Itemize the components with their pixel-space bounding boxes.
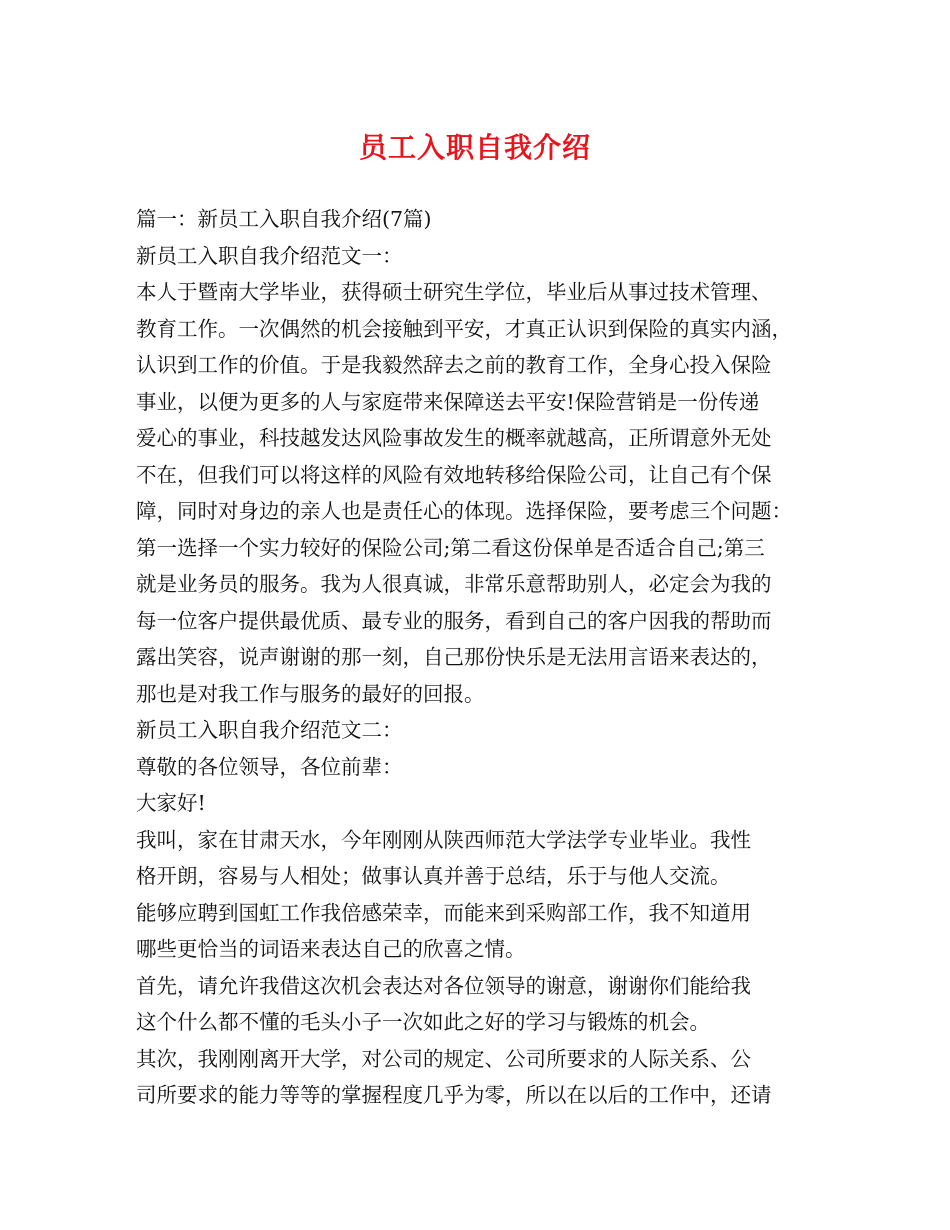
text-line: 尊敬的各位领导，各位前辈： (136, 754, 403, 779)
text-line: 我叫，家在甘肃天水，今年刚刚从陕西师范大学法学专业毕业。我性 (136, 827, 751, 852)
text-line: 司所要求的能力等等的掌握程度几乎为零，所以在以后的工作中，还请 (136, 1083, 772, 1107)
text-line: 第一选择一个实力较好的保险公司;第二看这份保单是否适合自己;第三 (136, 535, 765, 560)
text-line: 障，同时对身边的亲人也是责任心的体现。选择保险，要考虑三个问题： (136, 499, 792, 523)
text-line: 哪些更恰当的词语来表达自己的欣喜之情。 (136, 937, 526, 961)
text-line: 篇一：新员工入职自我介绍(7篇) (136, 207, 432, 231)
text-line: 教育工作。一次偶然的机会接触到平安，才真正认识到保险的真实内涵， (136, 316, 792, 341)
text-line: 新员工入职自我介绍范文一： (136, 243, 403, 268)
text-line: 爱心的事业，科技越发达风险事故发生的概率就越高，正所谓意外无处 (136, 426, 772, 450)
text-line: 不在，但我们可以将这样的风险有效地转移给保险公司，让自己有个保 (136, 462, 772, 487)
text-line: 其次，我刚刚离开大学，对公司的规定、公司所要求的人际关系、公 (136, 1046, 751, 1071)
document-title: 员工入职自我介绍 (358, 131, 591, 164)
text-line: 本人于暨南大学毕业，获得硕士研究生学位，毕业后从事过技术管理、 (136, 280, 772, 304)
text-line: 格开朗，容易与人相处；做事认真并善于总结，乐于与他人交流。 (136, 864, 731, 888)
text-line: 就是业务员的服务。我为人很真诚，非常乐意帮助别人，必定会为我的 (136, 572, 772, 596)
text-line: 每一位客户提供最优质、最专业的服务，看到自己的客户因我的帮助而 (136, 608, 772, 633)
text-line: 露出笑容，说声谢谢的那一刻，自己那份快乐是无法用言语来表达的， (136, 645, 772, 669)
text-line: 那也是对我工作与服务的最好的回报。 (136, 681, 485, 706)
text-line: 新员工入职自我介绍范文二： (136, 718, 403, 742)
text-line: 事业，以便为更多的人与家庭带来保障送去平安!保险营销是一份传递 (136, 389, 760, 414)
text-line: 大家好! (136, 791, 206, 815)
text-line: 首先，请允许我借这次机会表达对各位领导的谢意，谢谢你们能给我 (136, 973, 751, 998)
text-line: 能够应聘到国虹工作我倍感荣幸，而能来到采购部工作，我不知道用 (136, 900, 751, 925)
text-line: 这个什么都不懂的毛头小子一次如此之好的学习与锻炼的机会。 (136, 1010, 710, 1034)
text-line: 认识到工作的价值。于是我毅然辞去之前的教育工作，全身心投入保险 (136, 353, 772, 377)
document-body (136, 201, 836, 1114)
